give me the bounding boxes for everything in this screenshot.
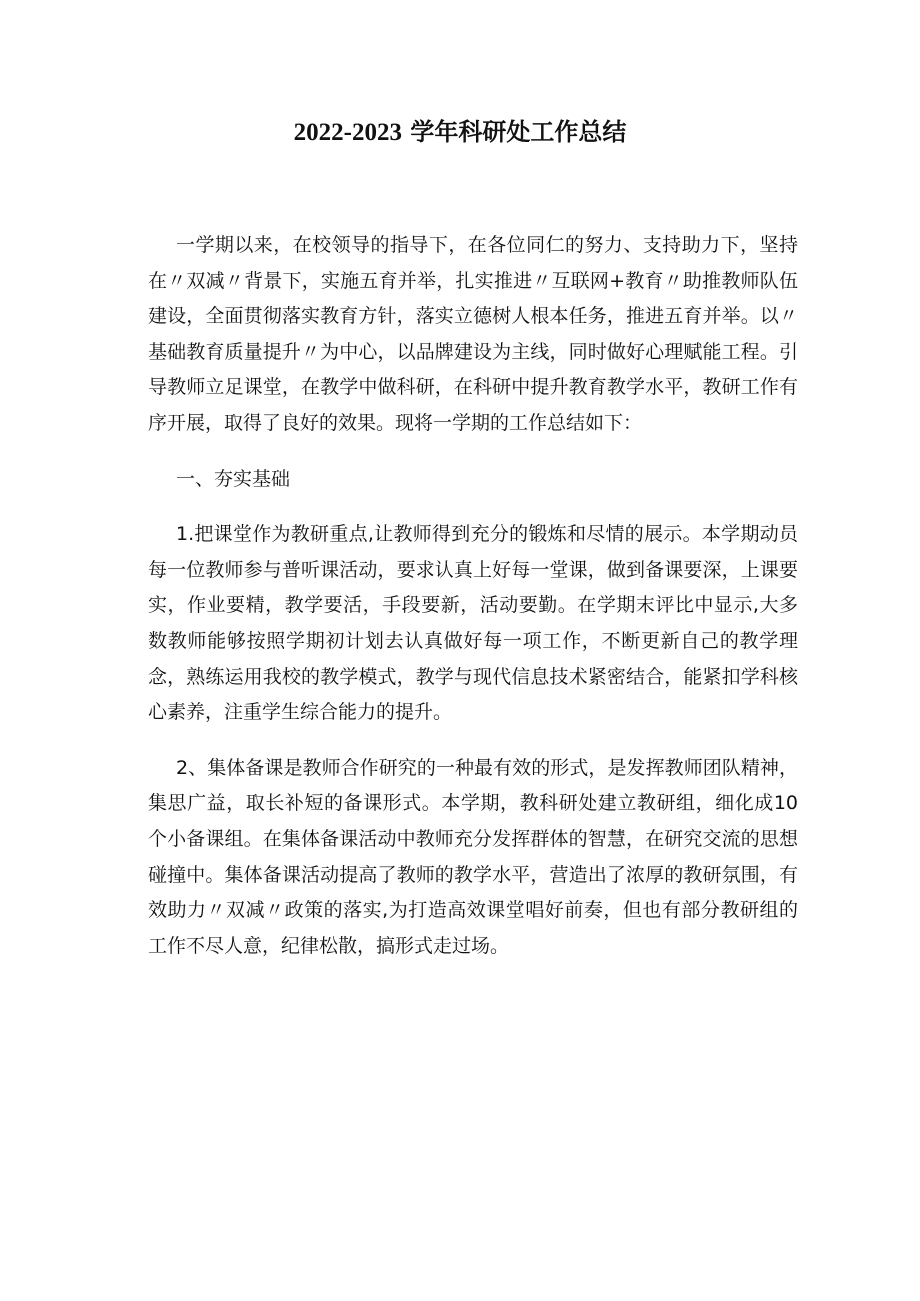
body-paragraph-1: 1.把课堂作为教研重点,让教师得到充分的锻炼和尽情的展示。本学期动员每一位教师参与普听课活动，要求认真上好每一堂课，做到备课要深，上课要实，作业要精，教学要活，手段要新，活动要勤。在学期末评比中显示,大多数教师能够按照学期初计划去认真做好每一项工作，不断更新自己的教学理念，熟练运用我校的教学模式，教学与现代信息技术紧密结合，能紧扣学科核心素养，注重学生综合能力的提升。 <box>148 523 798 724</box>
body-paragraph-2: 2、集体备课是教师合作研究的一种最有效的形式，是发挥教师团队精神，集思广益，取长补短的备课形式。本学期，教科研处建立教研组，细化成10个小备课组。在集体备课活动中教师充分发挥群体的智慧，在研究交流的思想碰撞中。集体备课活动提高了教师的教学水平，营造出了浓厚的教研氛围，有效助力〃双减〃政策的落实,为打造高效课堂唱好前奏，但也有部分教研组的工作不尽人意，纪律松散，搞形式走过场。 <box>148 756 798 957</box>
document-title <box>0 112 920 147</box>
title-year: 2022-2023 <box>293 119 402 146</box>
title-text: 学年科研处工作总结 <box>410 118 627 146</box>
intro-paragraph: 一学期以来，在校领导的指导下，在各位同仁的努力、支持助力下，坚持在〃双减〃背景下，实施五育并举，扎实推进〃互联网+教育〃助推教师队伍建设，全面贯彻落实教育方针，落实立德树人根本任务，推进五育并举。以〃基础教育质量提升〃为中心，以品牌建设为主线，同时做好心理赋能工程。引导教师立足课堂，在教学中做科研，在科研中提升教育教学水平，教研工作有序开展，取得了良好的效果。现将一学期的工作总结如下： <box>148 234 798 434</box>
section-heading: 一、夯实基础 <box>176 467 291 490</box>
document-body <box>148 228 798 964</box>
